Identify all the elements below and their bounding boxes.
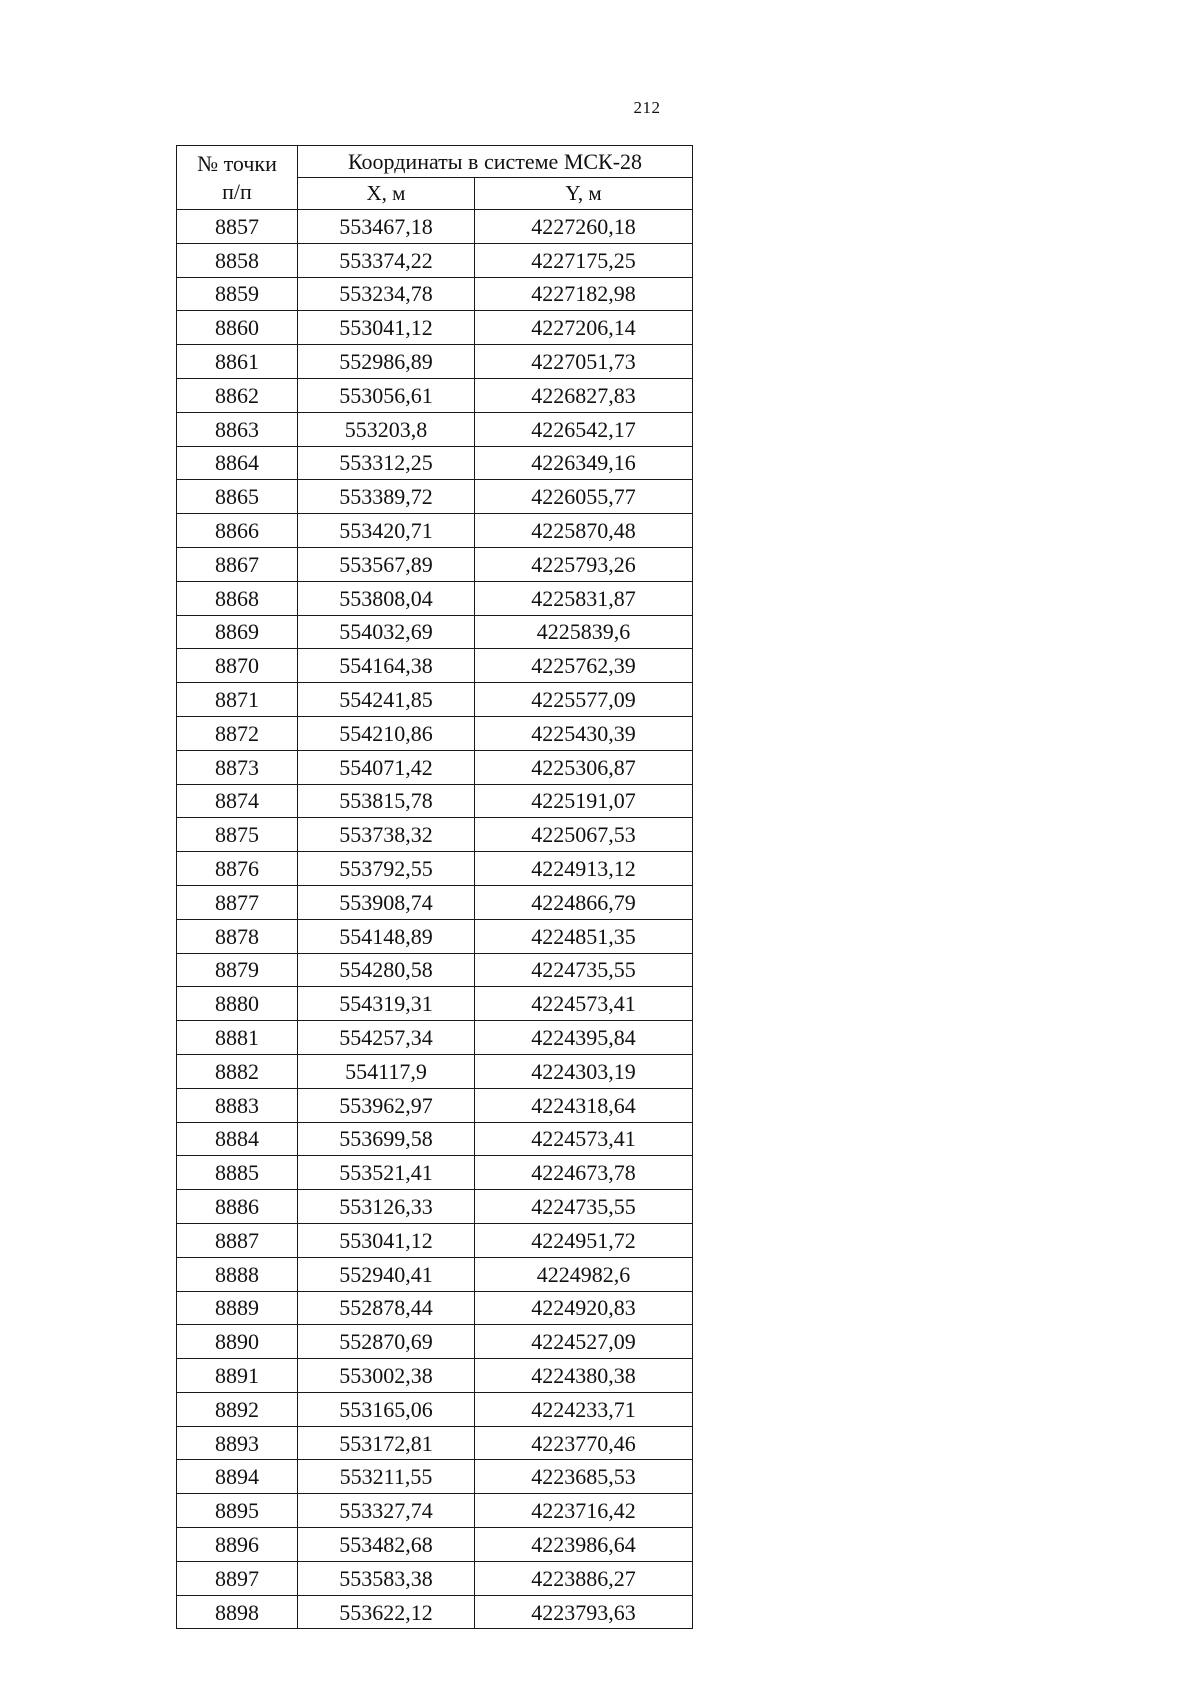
table-row xyxy=(177,1494,693,1528)
x-coordinate-cell: 552878,44 xyxy=(298,1291,475,1325)
table-row xyxy=(177,547,693,581)
y-coordinate-cell: 4224673,78 xyxy=(475,1156,693,1190)
x-coordinate-cell: 554210,86 xyxy=(298,716,475,750)
page-number: 212 xyxy=(633,98,661,117)
y-coordinate-cell: 4225306,87 xyxy=(475,750,693,784)
point-number-cell: 8864 xyxy=(177,446,298,480)
point-number-cell: 8867 xyxy=(177,547,298,581)
table-row xyxy=(177,378,693,412)
x-coordinate-cell: 553312,25 xyxy=(298,446,475,480)
x-coordinate-cell: 553041,12 xyxy=(298,1223,475,1257)
point-number-cell: 8896 xyxy=(177,1528,298,1562)
x-coordinate-cell: 553211,55 xyxy=(298,1460,475,1494)
x-coordinate-cell: 554148,89 xyxy=(298,919,475,953)
y-coordinate-cell: 4224982,6 xyxy=(475,1257,693,1291)
x-coordinate-cell: 553002,38 xyxy=(298,1359,475,1393)
y-coordinate-cell: 4223685,53 xyxy=(475,1460,693,1494)
table-row xyxy=(177,1595,693,1629)
table-row xyxy=(177,277,693,311)
y-coordinate-cell: 4225831,87 xyxy=(475,581,693,615)
table-body xyxy=(177,210,693,1629)
table-row xyxy=(177,818,693,852)
table-row xyxy=(177,987,693,1021)
point-number-cell: 8872 xyxy=(177,716,298,750)
y-coordinate-cell: 4224866,79 xyxy=(475,885,693,919)
y-coordinate-cell: 4225762,39 xyxy=(475,649,693,683)
point-number-cell: 8874 xyxy=(177,784,298,818)
table-row xyxy=(177,852,693,886)
point-number-cell: 8866 xyxy=(177,514,298,548)
table-row xyxy=(177,1561,693,1595)
x-coordinate-cell: 553567,89 xyxy=(298,547,475,581)
x-coordinate-cell: 553467,18 xyxy=(298,210,475,244)
table-row xyxy=(177,1021,693,1055)
x-coordinate-cell: 552986,89 xyxy=(298,345,475,379)
table-row xyxy=(177,784,693,818)
y-coordinate-cell: 4224951,72 xyxy=(475,1223,693,1257)
table-row xyxy=(177,514,693,548)
x-coordinate-cell: 554280,58 xyxy=(298,953,475,987)
x-coordinate-cell: 554257,34 xyxy=(298,1021,475,1055)
x-coordinate-cell: 554164,38 xyxy=(298,649,475,683)
point-number-cell: 8885 xyxy=(177,1156,298,1190)
y-coordinate-cell: 4223886,27 xyxy=(475,1561,693,1595)
point-number-cell: 8892 xyxy=(177,1392,298,1426)
point-number-cell: 8886 xyxy=(177,1190,298,1224)
y-coordinate-cell: 4227260,18 xyxy=(475,210,693,244)
point-number-cell: 8868 xyxy=(177,581,298,615)
table-row xyxy=(177,311,693,345)
table-row xyxy=(177,615,693,649)
y-coordinate-cell: 4224233,71 xyxy=(475,1392,693,1426)
y-coordinate-cell: 4227175,25 xyxy=(475,243,693,277)
point-number-cell: 8871 xyxy=(177,683,298,717)
y-coordinate-cell: 4226827,83 xyxy=(475,378,693,412)
point-number-cell: 8895 xyxy=(177,1494,298,1528)
point-number-cell: 8876 xyxy=(177,852,298,886)
point-number-cell: 8888 xyxy=(177,1257,298,1291)
point-number-cell: 8865 xyxy=(177,480,298,514)
y-coordinate-cell: 4224913,12 xyxy=(475,852,693,886)
x-coordinate-cell: 553583,38 xyxy=(298,1561,475,1595)
y-coordinate-cell: 4223793,63 xyxy=(475,1595,693,1629)
x-coordinate-cell: 553521,41 xyxy=(298,1156,475,1190)
x-coordinate-cell: 553056,61 xyxy=(298,378,475,412)
y-coordinate-cell: 4226349,16 xyxy=(475,446,693,480)
x-coordinate-cell: 553699,58 xyxy=(298,1122,475,1156)
x-coordinate-cell: 553203,8 xyxy=(298,412,475,446)
point-number-cell: 8884 xyxy=(177,1122,298,1156)
table-row xyxy=(177,210,693,244)
table-row xyxy=(177,1291,693,1325)
table-row xyxy=(177,953,693,987)
y-column-header: Y, м xyxy=(475,178,693,210)
y-coordinate-cell: 4224920,83 xyxy=(475,1291,693,1325)
table-row xyxy=(177,1392,693,1426)
table-row xyxy=(177,446,693,480)
x-coordinate-cell: 553327,74 xyxy=(298,1494,475,1528)
y-coordinate-cell: 4223716,42 xyxy=(475,1494,693,1528)
x-coordinate-cell: 553374,22 xyxy=(298,243,475,277)
point-number-cell: 8887 xyxy=(177,1223,298,1257)
point-number-cell: 8870 xyxy=(177,649,298,683)
x-coordinate-cell: 553420,71 xyxy=(298,514,475,548)
table-row xyxy=(177,919,693,953)
point-number-cell: 8861 xyxy=(177,345,298,379)
y-coordinate-cell: 4227206,14 xyxy=(475,311,693,345)
y-coordinate-cell: 4224573,41 xyxy=(475,987,693,1021)
x-coordinate-cell: 554117,9 xyxy=(298,1054,475,1088)
point-number-header-line2: п/п xyxy=(222,178,252,204)
point-number-cell: 8897 xyxy=(177,1561,298,1595)
coord-system-header: Координаты в системе МСК-28 xyxy=(298,146,693,178)
x-coordinate-cell: 553808,04 xyxy=(298,581,475,615)
y-coordinate-cell: 4224527,09 xyxy=(475,1325,693,1359)
table-row xyxy=(177,480,693,514)
x-coordinate-cell: 553792,55 xyxy=(298,852,475,886)
y-coordinate-cell: 4225430,39 xyxy=(475,716,693,750)
table-row xyxy=(177,1190,693,1224)
y-coordinate-cell: 4226055,77 xyxy=(475,480,693,514)
point-number-cell: 8877 xyxy=(177,885,298,919)
table-row xyxy=(177,1359,693,1393)
point-number-cell: 8898 xyxy=(177,1595,298,1629)
x-coordinate-cell: 552940,41 xyxy=(298,1257,475,1291)
point-number-cell: 8875 xyxy=(177,818,298,852)
point-number-cell: 8878 xyxy=(177,919,298,953)
x-coordinate-cell: 553908,74 xyxy=(298,885,475,919)
point-number-cell: 8879 xyxy=(177,953,298,987)
table-row xyxy=(177,243,693,277)
y-coordinate-cell: 4223770,46 xyxy=(475,1426,693,1460)
x-coordinate-cell: 554319,31 xyxy=(298,987,475,1021)
y-coordinate-cell: 4224735,55 xyxy=(475,953,693,987)
y-coordinate-cell: 4225067,53 xyxy=(475,818,693,852)
point-number-cell: 8891 xyxy=(177,1359,298,1393)
table-row xyxy=(177,1054,693,1088)
point-number-header xyxy=(177,146,298,210)
table-row xyxy=(177,1223,693,1257)
table-row xyxy=(177,1088,693,1122)
y-coordinate-cell: 4224851,35 xyxy=(475,919,693,953)
x-coordinate-cell: 553165,06 xyxy=(298,1392,475,1426)
y-coordinate-cell: 4223986,64 xyxy=(475,1528,693,1562)
x-coordinate-cell: 553622,12 xyxy=(298,1595,475,1629)
table-row xyxy=(177,683,693,717)
table-row xyxy=(177,581,693,615)
table-row xyxy=(177,885,693,919)
point-number-cell: 8882 xyxy=(177,1054,298,1088)
y-coordinate-cell: 4224395,84 xyxy=(475,1021,693,1055)
x-coordinate-cell: 553041,12 xyxy=(298,311,475,345)
table-row xyxy=(177,1426,693,1460)
y-coordinate-cell: 4225793,26 xyxy=(475,547,693,581)
table-row xyxy=(177,345,693,379)
point-number-cell: 8894 xyxy=(177,1460,298,1494)
x-coordinate-cell: 553962,97 xyxy=(298,1088,475,1122)
point-number-cell: 8881 xyxy=(177,1021,298,1055)
point-number-cell: 8893 xyxy=(177,1426,298,1460)
x-column-header: X, м xyxy=(298,178,475,210)
x-coordinate-cell: 553126,33 xyxy=(298,1190,475,1224)
y-coordinate-cell: 4224318,64 xyxy=(475,1088,693,1122)
table-row xyxy=(177,1156,693,1190)
x-coordinate-cell: 552870,69 xyxy=(298,1325,475,1359)
y-coordinate-cell: 4224573,41 xyxy=(475,1122,693,1156)
table-row xyxy=(177,649,693,683)
point-number-cell: 8860 xyxy=(177,311,298,345)
point-number-cell: 8880 xyxy=(177,987,298,1021)
point-number-cell: 8873 xyxy=(177,750,298,784)
table-row xyxy=(177,1460,693,1494)
y-coordinate-cell: 4225839,6 xyxy=(475,615,693,649)
point-number-cell: 8889 xyxy=(177,1291,298,1325)
point-number-cell: 8857 xyxy=(177,210,298,244)
x-coordinate-cell: 553815,78 xyxy=(298,784,475,818)
x-coordinate-cell: 554071,42 xyxy=(298,750,475,784)
y-coordinate-cell: 4224303,19 xyxy=(475,1054,693,1088)
point-number-cell: 8869 xyxy=(177,615,298,649)
point-number-cell: 8890 xyxy=(177,1325,298,1359)
x-coordinate-cell: 553482,68 xyxy=(298,1528,475,1562)
y-coordinate-cell: 4227051,73 xyxy=(475,345,693,379)
point-number-cell: 8883 xyxy=(177,1088,298,1122)
point-number-cell: 8858 xyxy=(177,243,298,277)
x-coordinate-cell: 553389,72 xyxy=(298,480,475,514)
table-row xyxy=(177,1325,693,1359)
y-coordinate-cell: 4225870,48 xyxy=(475,514,693,548)
y-coordinate-cell: 4227182,98 xyxy=(475,277,693,311)
x-coordinate-cell: 553738,32 xyxy=(298,818,475,852)
coordinates-table xyxy=(176,145,693,1629)
table-row xyxy=(177,1257,693,1291)
point-number-cell: 8859 xyxy=(177,277,298,311)
table-row xyxy=(177,1528,693,1562)
x-coordinate-cell: 554241,85 xyxy=(298,683,475,717)
point-number-header-line1: № точки xyxy=(197,150,277,176)
table-row xyxy=(177,1122,693,1156)
x-coordinate-cell: 553234,78 xyxy=(298,277,475,311)
point-number-cell: 8863 xyxy=(177,412,298,446)
table-row xyxy=(177,716,693,750)
y-coordinate-cell: 4225577,09 xyxy=(475,683,693,717)
x-coordinate-cell: 553172,81 xyxy=(298,1426,475,1460)
y-coordinate-cell: 4224735,55 xyxy=(475,1190,693,1224)
x-coordinate-cell: 554032,69 xyxy=(298,615,475,649)
y-coordinate-cell: 4225191,07 xyxy=(475,784,693,818)
y-coordinate-cell: 4224380,38 xyxy=(475,1359,693,1393)
table-header xyxy=(177,146,693,210)
point-number-cell: 8862 xyxy=(177,378,298,412)
table-row xyxy=(177,750,693,784)
y-coordinate-cell: 4226542,17 xyxy=(475,412,693,446)
table-row xyxy=(177,412,693,446)
